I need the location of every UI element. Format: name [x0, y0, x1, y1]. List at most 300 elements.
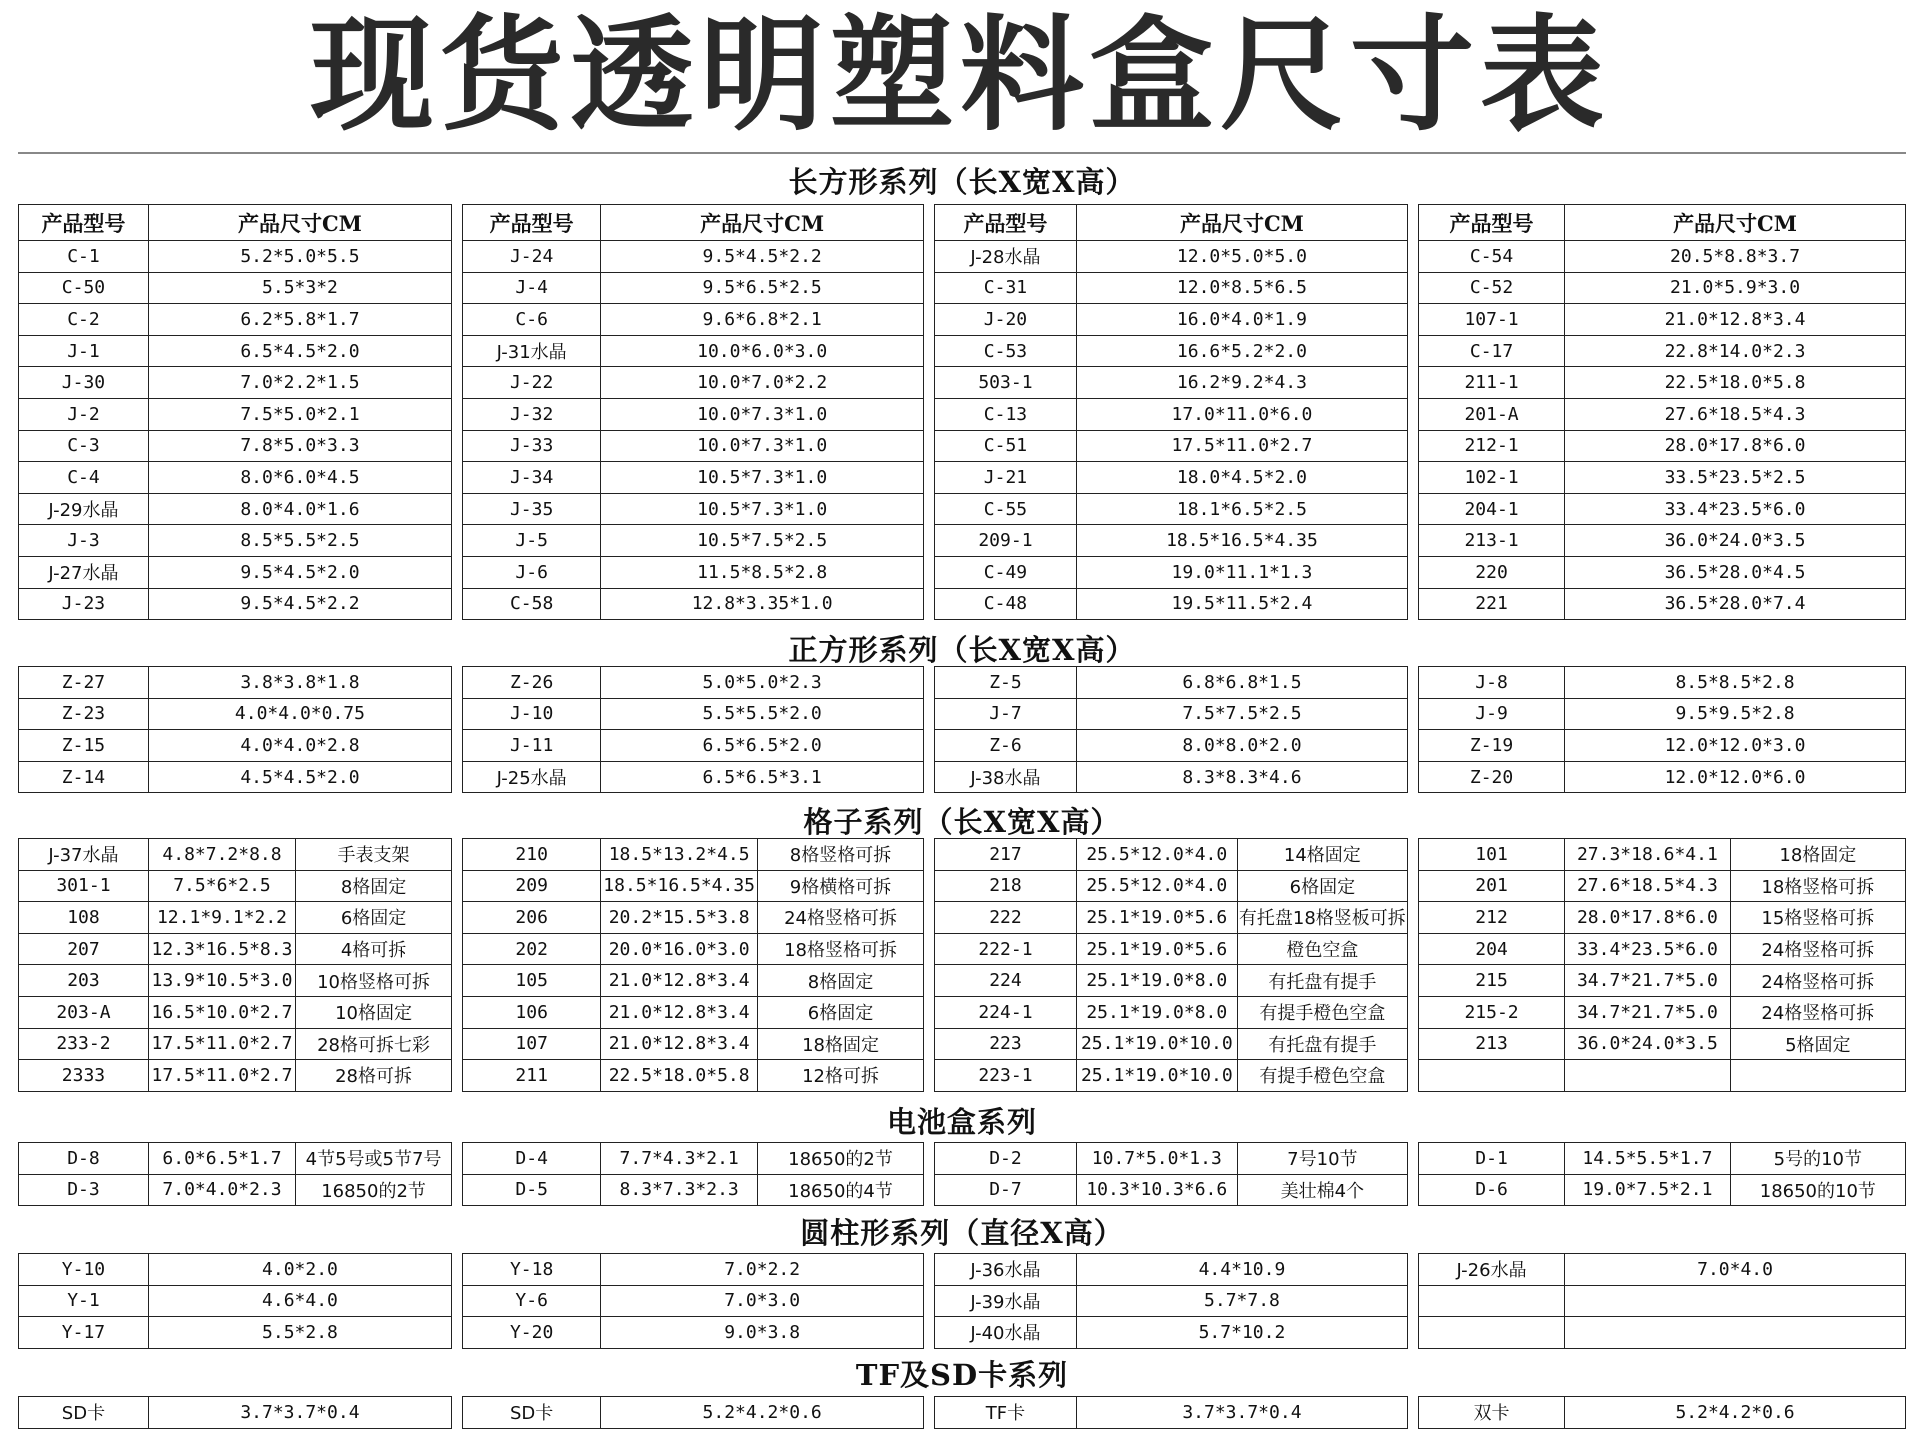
- model-cell: C-1: [19, 241, 149, 273]
- size-cell: 16.6*5.2*2.0: [1076, 335, 1407, 367]
- model-cell: D-5: [463, 1174, 601, 1206]
- model-cell: J-1: [19, 335, 149, 367]
- model-cell: Z-26: [463, 667, 601, 699]
- note-cell: 14格固定: [1237, 839, 1407, 871]
- model-cell: 203: [19, 965, 149, 997]
- model-cell: 209-1: [935, 525, 1077, 557]
- table-row: [1419, 730, 1906, 762]
- table-row: [19, 367, 452, 399]
- model-cell: C-6: [463, 304, 601, 336]
- size-cell: [1565, 1285, 1906, 1317]
- table-row: [463, 902, 924, 934]
- model-cell: J-6: [463, 556, 601, 588]
- table-row: [463, 1060, 924, 1092]
- model-cell: Z-27: [19, 667, 149, 699]
- size-cell: 18.5*16.5*4.35: [1076, 525, 1407, 557]
- model-cell: J-29水晶: [19, 493, 149, 525]
- size-cell: 25.1*19.0*10.0: [1076, 1060, 1237, 1092]
- size-cell: 7.0*4.0: [1565, 1254, 1906, 1286]
- size-cell: 9.5*4.5*2.2: [601, 241, 924, 273]
- table-row: [463, 761, 924, 793]
- section-title-cylinder: 圆柱形系列（直径X高）: [800, 1216, 1124, 1250]
- table-row: [1419, 398, 1906, 430]
- size-cell: 8.0*8.0*2.0: [1076, 730, 1407, 762]
- size-cell: 18.1*6.5*2.5: [1076, 493, 1407, 525]
- rectangle-table-2: [462, 204, 924, 620]
- size-cell: 10.5*7.5*2.5: [601, 525, 924, 557]
- model-cell: D-4: [463, 1143, 601, 1175]
- table-row: [1419, 933, 1906, 965]
- model-cell: C-13: [935, 398, 1077, 430]
- model-cell: 101: [1419, 839, 1565, 871]
- model-cell: J-36水晶: [935, 1254, 1077, 1286]
- size-cell: 20.2*15.5*3.8: [601, 902, 758, 934]
- model-cell: Z-5: [935, 667, 1077, 699]
- size-cell: 25.5*12.0*4.0: [1076, 870, 1237, 902]
- table-row: [935, 996, 1408, 1028]
- table-row: [19, 304, 452, 336]
- table-row: [19, 588, 452, 620]
- model-cell: 204: [1419, 933, 1565, 965]
- table-row: [1419, 996, 1906, 1028]
- battery-table-4: [1418, 1142, 1906, 1206]
- table-row: [935, 588, 1408, 620]
- table-row: [1419, 462, 1906, 494]
- note-cell: 10格固定: [296, 996, 452, 1028]
- table-row: [19, 902, 452, 934]
- model-cell: 203-A: [19, 996, 149, 1028]
- model-cell: 218: [935, 870, 1077, 902]
- table-row: [935, 698, 1408, 730]
- size-cell: 16.5*10.0*2.7: [148, 996, 295, 1028]
- size-cell: 34.7*21.7*5.0: [1565, 965, 1731, 997]
- note-cell: 18650的2节: [758, 1143, 924, 1175]
- model-cell: 211: [463, 1060, 601, 1092]
- section-title-battery: 电池盒系列: [886, 1105, 1037, 1139]
- column-header-model: 产品型号: [1419, 205, 1565, 241]
- table-row: [463, 667, 924, 699]
- table-row: [935, 1254, 1408, 1286]
- size-cell: 36.5*28.0*7.4: [1565, 588, 1906, 620]
- model-cell: 301-1: [19, 870, 149, 902]
- table-row: [19, 1317, 452, 1349]
- model-cell: J-4: [463, 272, 601, 304]
- table-row: [1419, 667, 1906, 699]
- size-cell: 7.5*6*2.5: [148, 870, 295, 902]
- table-row: [463, 996, 924, 1028]
- model-cell: J-9: [1419, 698, 1565, 730]
- table-row: [1419, 367, 1906, 399]
- note-cell: 18格竖格可拆: [1730, 870, 1905, 902]
- table-row: [19, 667, 452, 699]
- note-cell: 24格竖格可拆: [1730, 996, 1905, 1028]
- model-cell: J-5: [463, 525, 601, 557]
- model-cell: Z-20: [1419, 761, 1565, 793]
- size-cell: 12.3*16.5*8.3: [148, 933, 295, 965]
- table-row: [19, 272, 452, 304]
- size-cell: 7.5*5.0*2.1: [148, 398, 451, 430]
- table-row: [1419, 556, 1906, 588]
- model-cell: J-28水晶: [935, 241, 1077, 273]
- size-cell: 9.5*4.5*2.2: [148, 588, 451, 620]
- model-cell: 233-2: [19, 1028, 149, 1060]
- section-title-square: 正方形系列（长X宽X高）: [788, 633, 1136, 667]
- model-cell: Z-19: [1419, 730, 1565, 762]
- model-cell: J-22: [463, 367, 601, 399]
- table-row: [19, 241, 452, 273]
- table-row: [935, 902, 1408, 934]
- model-cell: D-8: [19, 1143, 149, 1175]
- note-cell: 有提手橙色空盒: [1237, 1060, 1407, 1092]
- size-cell: 3.8*3.8*1.8: [148, 667, 451, 699]
- note-cell: 12格可拆: [758, 1060, 924, 1092]
- table-row: [19, 1174, 452, 1206]
- model-cell: 204-1: [1419, 493, 1565, 525]
- table-row: [463, 1397, 924, 1429]
- table-row: [935, 525, 1408, 557]
- size-cell: 17.5*11.0*2.7: [1076, 430, 1407, 462]
- table-row: [463, 870, 924, 902]
- table-row: [1419, 430, 1906, 462]
- size-cell: 3.7*3.7*0.4: [148, 1397, 451, 1429]
- size-cell: 6.5*6.5*3.1: [601, 761, 924, 793]
- table-row: [463, 272, 924, 304]
- table-row: [19, 1143, 452, 1175]
- note-cell: 24格竖格可拆: [1730, 965, 1905, 997]
- table-row: [935, 730, 1408, 762]
- table-row: [935, 1317, 1408, 1349]
- table-row: [935, 870, 1408, 902]
- note-cell: 18格固定: [758, 1028, 924, 1060]
- size-cell: 3.7*3.7*0.4: [1076, 1397, 1407, 1429]
- size-cell: 10.5*7.3*1.0: [601, 493, 924, 525]
- model-cell: 209: [463, 870, 601, 902]
- size-cell: 28.0*17.8*6.0: [1565, 902, 1731, 934]
- table-row: [1419, 493, 1906, 525]
- model-cell: 212-1: [1419, 430, 1565, 462]
- size-cell: 5.7*10.2: [1076, 1317, 1407, 1349]
- size-cell: 34.7*21.7*5.0: [1565, 996, 1731, 1028]
- table-row: [935, 1174, 1408, 1206]
- table-row: [1419, 272, 1906, 304]
- size-cell: 22.5*18.0*5.8: [601, 1060, 758, 1092]
- model-cell: C-3: [19, 430, 149, 462]
- table-row: [935, 761, 1408, 793]
- size-cell: 21.0*12.8*3.4: [601, 965, 758, 997]
- table-row: [463, 588, 924, 620]
- header-row: [935, 205, 1408, 241]
- note-cell: 24格竖格可拆: [758, 902, 924, 934]
- size-cell: 7.0*4.0*2.3: [148, 1174, 295, 1206]
- size-cell: 5.5*2.8: [148, 1317, 451, 1349]
- model-cell: 220: [1419, 556, 1565, 588]
- model-cell: 222: [935, 902, 1077, 934]
- table-row: [1419, 965, 1906, 997]
- note-cell: 7号10节: [1237, 1143, 1407, 1175]
- note-cell: [1730, 1060, 1905, 1092]
- model-cell: 215: [1419, 965, 1565, 997]
- size-cell: 22.5*18.0*5.8: [1565, 367, 1906, 399]
- size-cell: 10.0*6.0*3.0: [601, 335, 924, 367]
- model-cell: 217: [935, 839, 1077, 871]
- size-cell: 9.6*6.8*2.1: [601, 304, 924, 336]
- size-cell: 4.6*4.0: [148, 1285, 451, 1317]
- model-cell: 212: [1419, 902, 1565, 934]
- model-cell: C-53: [935, 335, 1077, 367]
- table-row: [463, 730, 924, 762]
- size-cell: 9.0*3.8: [601, 1317, 924, 1349]
- size-cell: 18.0*4.5*2.0: [1076, 462, 1407, 494]
- size-cell: 12.0*12.0*3.0: [1565, 730, 1906, 762]
- rectangle-table-4: [1418, 204, 1906, 620]
- table-row: [19, 1254, 452, 1286]
- section-title-grid: 格子系列（长X宽X高）: [803, 805, 1121, 839]
- note-cell: 6格固定: [1237, 870, 1407, 902]
- table-row: [935, 241, 1408, 273]
- note-cell: 有托盘18格竖板可拆: [1237, 902, 1407, 934]
- model-cell: D-6: [1419, 1174, 1565, 1206]
- model-cell: 双卡: [1419, 1397, 1565, 1429]
- table-row: [463, 1254, 924, 1286]
- size-cell: 5.5*3*2: [148, 272, 451, 304]
- table-row: [19, 870, 452, 902]
- model-cell: J-34: [463, 462, 601, 494]
- size-cell: 10.5*7.3*1.0: [601, 462, 924, 494]
- size-cell: 8.3*8.3*4.6: [1076, 761, 1407, 793]
- battery-table-3: [934, 1142, 1408, 1206]
- battery-table-2: [462, 1142, 924, 1206]
- table-row: [1419, 1028, 1906, 1060]
- size-cell: 4.4*10.9: [1076, 1254, 1407, 1286]
- model-cell: C-52: [1419, 272, 1565, 304]
- size-cell: 4.0*4.0*0.75: [148, 698, 451, 730]
- model-cell: C-4: [19, 462, 149, 494]
- model-cell: 210: [463, 839, 601, 871]
- table-row: [1419, 761, 1906, 793]
- model-cell: Z-6: [935, 730, 1077, 762]
- size-cell: 9.5*4.5*2.0: [148, 556, 451, 588]
- square-table-2: [462, 666, 924, 793]
- size-cell: 12.0*12.0*6.0: [1565, 761, 1906, 793]
- model-cell: J-27水晶: [19, 556, 149, 588]
- model-cell: 223: [935, 1028, 1077, 1060]
- table-row: [463, 965, 924, 997]
- size-cell: 6.2*5.8*1.7: [148, 304, 451, 336]
- model-cell: C-48: [935, 588, 1077, 620]
- size-cell: 7.0*2.2*1.5: [148, 367, 451, 399]
- table-row: [463, 304, 924, 336]
- table-row: [935, 462, 1408, 494]
- column-header-size: 产品尺寸CM: [1565, 205, 1906, 241]
- size-cell: 8.0*4.0*1.6: [148, 493, 451, 525]
- model-cell: J-20: [935, 304, 1077, 336]
- model-cell: 105: [463, 965, 601, 997]
- cylinder-table-2: [462, 1253, 924, 1349]
- table-row: [935, 335, 1408, 367]
- size-cell: 16.0*4.0*1.9: [1076, 304, 1407, 336]
- model-cell: J-38水晶: [935, 761, 1077, 793]
- model-cell: 213: [1419, 1028, 1565, 1060]
- table-row: [935, 933, 1408, 965]
- model-cell: 107: [463, 1028, 601, 1060]
- table-row: [1419, 241, 1906, 273]
- model-cell: J-7: [935, 698, 1077, 730]
- size-cell: 17.0*11.0*6.0: [1076, 398, 1407, 430]
- model-cell: 201: [1419, 870, 1565, 902]
- model-cell: C-55: [935, 493, 1077, 525]
- column-header-size: 产品尺寸CM: [601, 205, 924, 241]
- header-row: [463, 205, 924, 241]
- note-cell: 橙色空盒: [1237, 933, 1407, 965]
- size-cell: 7.0*2.2: [601, 1254, 924, 1286]
- table-row: [935, 1397, 1408, 1429]
- table-row: [935, 304, 1408, 336]
- table-row: [463, 430, 924, 462]
- model-cell: C-51: [935, 430, 1077, 462]
- table-row: [463, 335, 924, 367]
- size-cell: 5.2*5.0*5.5: [148, 241, 451, 273]
- model-cell: J-21: [935, 462, 1077, 494]
- size-cell: 4.0*4.0*2.8: [148, 730, 451, 762]
- size-cell: 36.0*24.0*3.5: [1565, 525, 1906, 557]
- table-row: [463, 241, 924, 273]
- table-row: [19, 335, 452, 367]
- battery-table-1: [18, 1142, 452, 1206]
- size-cell: 5.7*7.8: [1076, 1285, 1407, 1317]
- note-cell: 24格竖格可拆: [1730, 933, 1905, 965]
- cylinder-table-4: [1418, 1253, 1906, 1349]
- model-cell: 211-1: [1419, 367, 1565, 399]
- model-cell: J-40水晶: [935, 1317, 1077, 1349]
- model-cell: 224: [935, 965, 1077, 997]
- header-row: [19, 205, 452, 241]
- model-cell: J-35: [463, 493, 601, 525]
- table-row: [1419, 304, 1906, 336]
- size-cell: 4.8*7.2*8.8: [148, 839, 295, 871]
- table-row: [1419, 1143, 1906, 1175]
- model-cell: SD卡: [19, 1397, 149, 1429]
- model-cell: C-58: [463, 588, 601, 620]
- rectangle-table-1: [18, 204, 452, 620]
- column-header-model: 产品型号: [935, 205, 1077, 241]
- model-cell: J-33: [463, 430, 601, 462]
- model-cell: Y-17: [19, 1317, 149, 1349]
- model-cell: Y-1: [19, 1285, 149, 1317]
- size-cell: [1565, 1060, 1731, 1092]
- table-row: [463, 839, 924, 871]
- model-cell: J-23: [19, 588, 149, 620]
- model-cell: J-30: [19, 367, 149, 399]
- model-cell: 202: [463, 933, 601, 965]
- model-cell: C-50: [19, 272, 149, 304]
- size-cell: 33.5*23.5*2.5: [1565, 462, 1906, 494]
- table-row: [19, 462, 452, 494]
- table-row: [1419, 1254, 1906, 1286]
- note-cell: 美壮棉4个: [1237, 1174, 1407, 1206]
- model-cell: 221: [1419, 588, 1565, 620]
- size-cell: 8.0*6.0*4.5: [148, 462, 451, 494]
- model-cell: J-11: [463, 730, 601, 762]
- size-cell: 19.0*7.5*2.1: [1565, 1174, 1731, 1206]
- table-row: [463, 1143, 924, 1175]
- square-table-1: [18, 666, 452, 793]
- table-row: [1419, 698, 1906, 730]
- table-row: [1419, 1397, 1906, 1429]
- card-table-4: [1418, 1396, 1906, 1429]
- table-row: [463, 698, 924, 730]
- column-header-model: 产品型号: [463, 205, 601, 241]
- size-cell: 20.0*16.0*3.0: [601, 933, 758, 965]
- model-cell: J-39水晶: [935, 1285, 1077, 1317]
- size-cell: 12.0*8.5*6.5: [1076, 272, 1407, 304]
- column-header-size: 产品尺寸CM: [148, 205, 451, 241]
- size-cell: 9.5*9.5*2.8: [1565, 698, 1906, 730]
- size-cell: 8.5*5.5*2.5: [148, 525, 451, 557]
- table-row: [19, 1060, 452, 1092]
- table-row: [935, 1028, 1408, 1060]
- table-row: [19, 996, 452, 1028]
- model-cell: C-31: [935, 272, 1077, 304]
- model-cell: J-37水晶: [19, 839, 149, 871]
- card-table-3: [934, 1396, 1408, 1429]
- size-cell: 18.5*16.5*4.35: [601, 870, 758, 902]
- size-cell: 8.3*7.3*2.3: [601, 1174, 758, 1206]
- table-row: [463, 367, 924, 399]
- model-cell: J-31水晶: [463, 335, 601, 367]
- note-cell: 6格固定: [296, 902, 452, 934]
- note-cell: 6格固定: [758, 996, 924, 1028]
- note-cell: 16850的2节: [296, 1174, 452, 1206]
- section-title-card: TF及SD卡系列: [855, 1358, 1069, 1392]
- size-cell: 20.5*8.8*3.7: [1565, 241, 1906, 273]
- table-row: [935, 493, 1408, 525]
- note-cell: 有托盘有提手: [1237, 1028, 1407, 1060]
- note-cell: 18650的4节: [758, 1174, 924, 1206]
- rectangle-table-3: [934, 204, 1408, 620]
- cylinder-table-1: [18, 1253, 452, 1349]
- size-cell: 21.0*5.9*3.0: [1565, 272, 1906, 304]
- size-cell: 9.5*6.5*2.5: [601, 272, 924, 304]
- note-cell: 15格竖格可拆: [1730, 902, 1905, 934]
- size-cell: 12.8*3.35*1.0: [601, 588, 924, 620]
- table-row: [463, 933, 924, 965]
- table-row: [19, 556, 452, 588]
- column-header-size: 产品尺寸CM: [1076, 205, 1407, 241]
- table-row: [1419, 839, 1906, 871]
- table-row: [935, 367, 1408, 399]
- note-cell: 4节5号或5节7号: [296, 1143, 452, 1175]
- note-cell: 8格固定: [296, 870, 452, 902]
- model-cell: Y-20: [463, 1317, 601, 1349]
- size-cell: 25.1*19.0*10.0: [1076, 1028, 1237, 1060]
- table-row: [1419, 870, 1906, 902]
- model-cell: 2333: [19, 1060, 149, 1092]
- size-cell: 27.3*18.6*4.1: [1565, 839, 1731, 871]
- model-cell: 223-1: [935, 1060, 1077, 1092]
- table-row: [19, 730, 452, 762]
- size-cell: 10.3*10.3*6.6: [1076, 1174, 1237, 1206]
- size-cell: 27.6*18.5*4.3: [1565, 398, 1906, 430]
- size-cell: 17.5*11.0*2.7: [148, 1060, 295, 1092]
- table-row: [19, 698, 452, 730]
- table-row: [19, 430, 452, 462]
- size-cell: 25.1*19.0*8.0: [1076, 996, 1237, 1028]
- table-row: [463, 1317, 924, 1349]
- size-cell: 28.0*17.8*6.0: [1565, 430, 1906, 462]
- model-cell: D-1: [1419, 1143, 1565, 1175]
- model-cell: 213-1: [1419, 525, 1565, 557]
- model-cell: C-17: [1419, 335, 1565, 367]
